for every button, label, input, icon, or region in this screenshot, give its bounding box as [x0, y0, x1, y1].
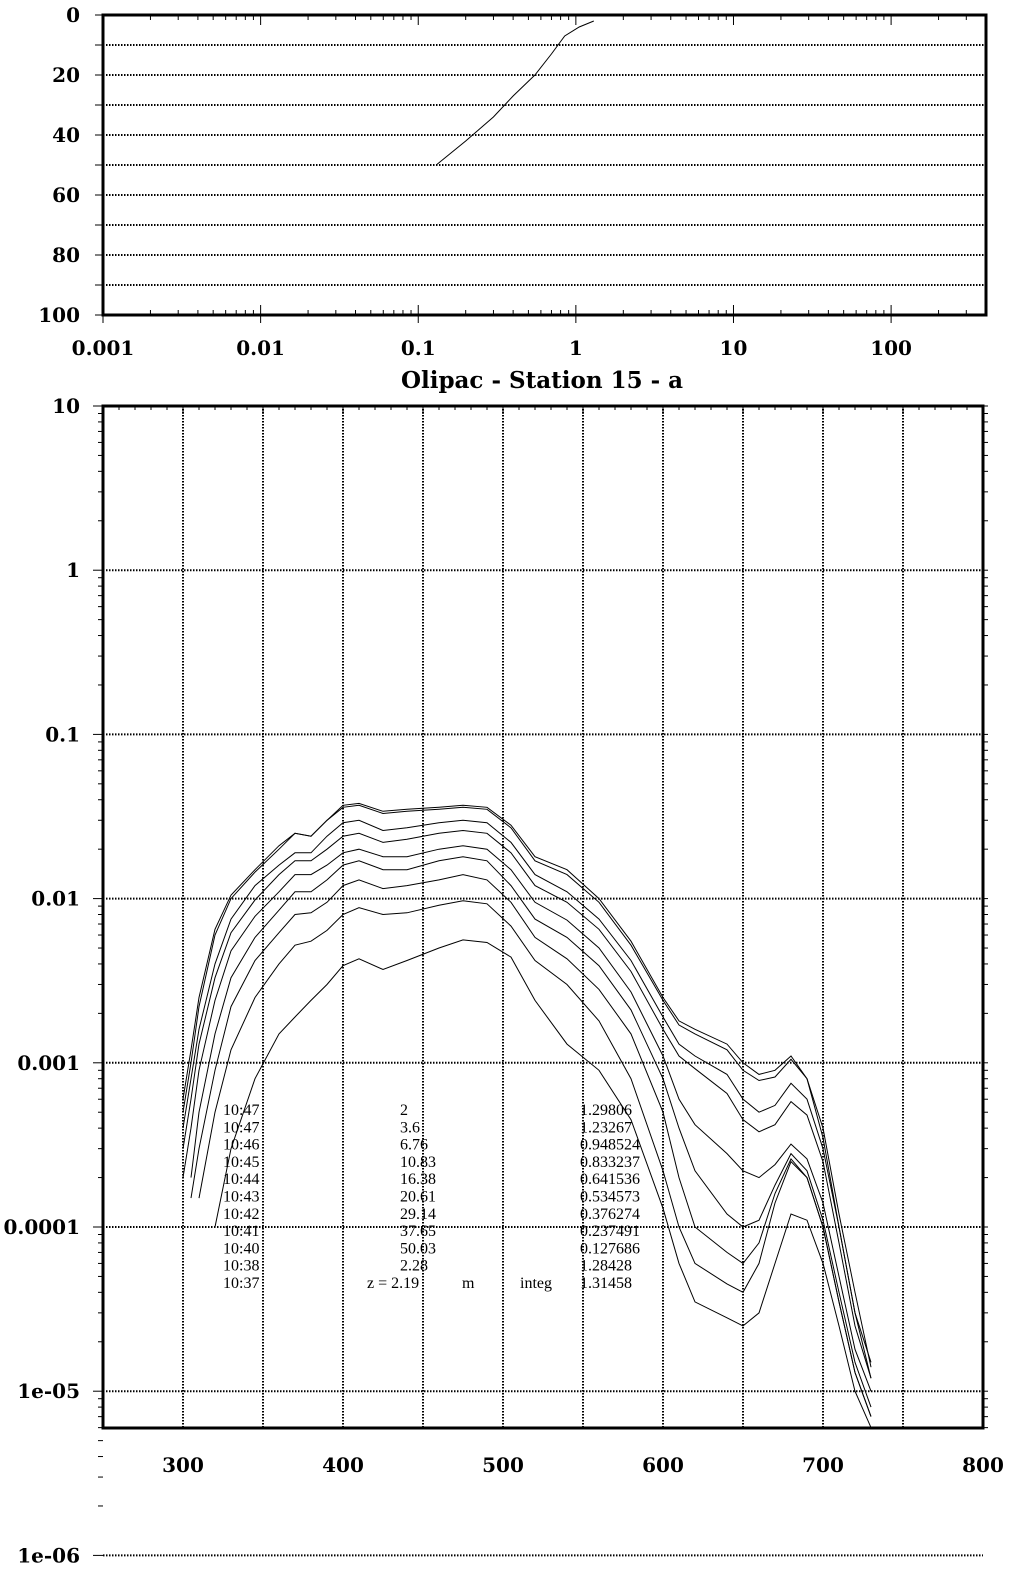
annotation-depth: 20.61	[400, 1188, 436, 1206]
annotation-time: 10:37	[223, 1275, 260, 1292]
x-tick-label: 500	[482, 1453, 524, 1477]
annotation-integ-label: integ	[520, 1275, 552, 1292]
spectrum-line	[191, 857, 871, 1407]
x-tick-label: 1	[568, 336, 583, 360]
spectrum-line	[199, 901, 871, 1417]
annotation-integ: 0.237491	[580, 1223, 640, 1241]
annotation-integ: 0.641536	[580, 1171, 640, 1189]
annotation-integ: 0.833237	[580, 1153, 640, 1171]
annotation-time: 10:42	[223, 1205, 260, 1223]
annotation-integ: 1.31458	[580, 1275, 632, 1292]
annotation-integ: 1.29806	[580, 1102, 632, 1119]
y-tick-label: 80	[52, 243, 80, 267]
annotation-unit: m	[462, 1275, 475, 1292]
annotation-integ: 0.376274	[580, 1205, 640, 1223]
y-tick-label: 1	[66, 558, 80, 583]
x-tick-label: 400	[322, 1453, 364, 1477]
annotation-time: 10:45	[223, 1153, 260, 1171]
x-tick-label: 700	[802, 1453, 844, 1477]
annotation-integ: 0.534573	[580, 1188, 640, 1206]
x-tick-label: 0.001	[71, 336, 135, 360]
annotation-depth: z = 2.19	[367, 1275, 420, 1292]
y-tick-label: 1e-06	[17, 1543, 80, 1568]
spectrum-line	[191, 875, 871, 1417]
depth-profile-chart	[38, 3, 986, 360]
y-tick-label: 0	[66, 3, 80, 27]
annotation-integ: 1.23267	[580, 1119, 632, 1137]
y-tick-label: 0.1	[45, 722, 80, 747]
annotation-time: 10:46	[223, 1136, 260, 1154]
annotation-depth: 2	[400, 1102, 408, 1119]
profile-line	[436, 21, 594, 165]
y-tick-label: 60	[52, 183, 80, 207]
annotation-time: 10:38	[223, 1257, 260, 1275]
y-tick-label: 10	[52, 394, 80, 418]
x-tick-label: 100	[870, 336, 912, 360]
annotation-time: 10:47	[223, 1102, 260, 1119]
series-group	[183, 803, 871, 1427]
annotation-time: 10:40	[223, 1240, 260, 1258]
y-tick-label: 20	[52, 63, 80, 87]
annotation-depth: 16.38	[400, 1171, 436, 1189]
x-tick-label: 800	[962, 1453, 1004, 1477]
annotation-depth: 29.14	[400, 1205, 436, 1223]
x-tick-label: 0.01	[236, 336, 285, 360]
annotation-integ: 1.28428	[580, 1257, 632, 1275]
x-tick-label: 300	[162, 1453, 204, 1477]
y-tick-label: 40	[52, 123, 80, 147]
y-tick-label: 0.001	[17, 1050, 80, 1075]
annotation-integ: 0.948524	[580, 1136, 640, 1154]
spectrum-line	[183, 846, 871, 1391]
x-tick-label: 600	[642, 1453, 684, 1477]
x-tick-label: 10	[719, 336, 748, 360]
spectrum-line	[183, 831, 871, 1379]
y-tick-label: 0.0001	[3, 1215, 80, 1239]
chart-title: Olipac - Station 15 - a	[400, 367, 684, 394]
y-tick-label: 100	[38, 303, 80, 327]
annotation-depth: 10.83	[400, 1153, 436, 1171]
annotation-depth: 2.28	[400, 1257, 428, 1275]
profile-annotations	[223, 1102, 640, 1292]
annotation-integ: 0.127686	[580, 1240, 640, 1258]
spectrum-line	[215, 940, 871, 1428]
spectra-chart	[3, 394, 1003, 1567]
y-tick-label: 1e-05	[17, 1379, 80, 1404]
annotation-depth: 37.65	[400, 1223, 436, 1241]
annotation-depth: 3.6	[400, 1119, 420, 1137]
annotation-time: 10:44	[223, 1171, 260, 1189]
annotation-depth: 50.03	[400, 1240, 436, 1258]
annotation-depth: 6.76	[400, 1136, 428, 1154]
annotation-time: 10:43	[223, 1188, 260, 1206]
y-tick-label: 0.01	[31, 886, 80, 911]
annotation-time: 10:41	[223, 1223, 260, 1241]
annotation-time: 10:47	[223, 1119, 260, 1137]
x-tick-label: 0.1	[400, 336, 436, 360]
